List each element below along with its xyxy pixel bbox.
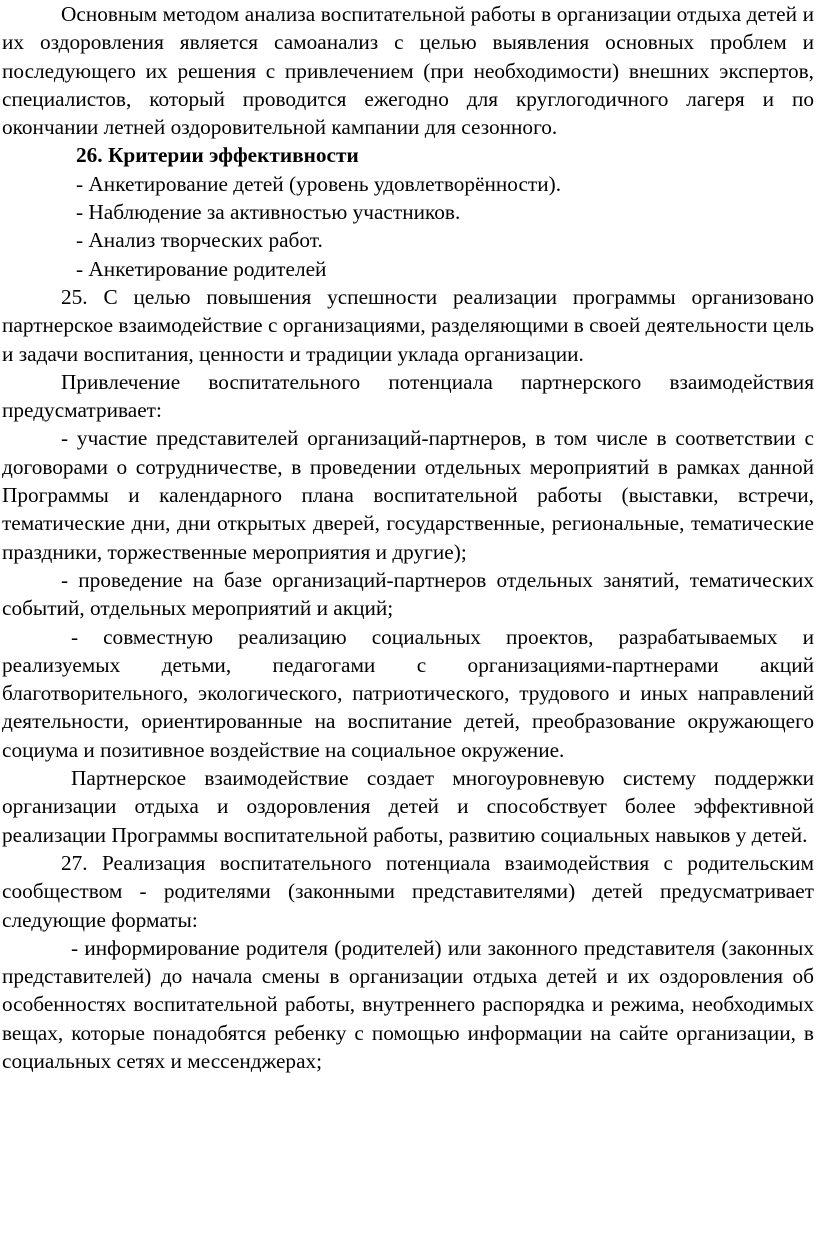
list-item: - Анализ творческих работ.	[76, 228, 323, 253]
list-item: - участие представителей организаций-партнеров, в том числе в соответствии с договорами о сотрудничестве, в проведении отдельных мероприятий в рамках данной Программы и календарного плана воспитательной работы (выставки, встречи, тематические дни, дни открытых дверей, государственные, региональные, тематические праздники, торжественные мероприятия и другие);	[2, 426, 814, 564]
list-item: - Анкетирование детей (уровень удовлетворённости).	[76, 171, 562, 196]
list-item: - информирование родителя (родителей) или законного представителя (законных представителей) до начала смены в организации отдыха детей и их оздоровления об особенностях воспитательной работы, внутреннего распорядка и режима, необходимых вещах, которые понадобятся ребенку с помощью информации на сайте организации, в социальных сетях и мессенджерах;	[2, 935, 814, 1073]
section-heading-criteria: 26. Критерии эффективности	[76, 143, 359, 168]
paragraph-parent-community: 27. Реализация воспитательного потенциала взаимодействия с родительским сообществом - родителями (законными представителями) детей предусматривает следующие форматы:	[2, 850, 814, 932]
paragraph-partnership: 25. С целью повышения успешности реализации программы организовано партнерское взаимодействие с организациями, разделяющими в своей деятельности цель и задачи воспитания, ценности и традиции уклада организации.	[2, 284, 814, 366]
list-item: - Наблюдение за активностью участников.	[76, 200, 461, 225]
paragraph-partnership-summary: Партнерское взаимодействие создает многоуровневую систему поддержки организации отдыха и оздоровления детей и способствует более эффективной реализации Программы воспитательной работы, развитию социальных навыков у детей.	[2, 766, 814, 847]
paragraph-partnership-intro: Привлечение воспитательного потенциала партнерского взаимодействия предусматривает:	[2, 369, 814, 423]
list-item: - Анкетирование родителей	[76, 256, 327, 281]
list-item: - совместную реализацию социальных проектов, разрабатываемых и реализуемых детьми, педагогами с организациями-партнерами акций благотворительного, экологического, патриотического, трудового и иных направлений деятельности, ориентированные на воспитание детей, преобразование окружающего социума и позитивное воздействие на социальное окружение.	[2, 624, 814, 762]
list-item: - проведение на базе организаций-партнеров отдельных занятий, тематических событий, отдельных мероприятий и акций;	[2, 567, 814, 621]
paragraph-self-analysis: Основным методом анализа воспитательной работы в организации отдыха детей и их оздоровления является самоанализ с целью выявления основных проблем и последующего их решения с привлечением (при необходимости) внешних экспертов, специалистов, который проводится ежегодно для круглогодичного лагеря и по окончании летней оздоровительной кампании для сезонного.	[2, 2, 814, 140]
